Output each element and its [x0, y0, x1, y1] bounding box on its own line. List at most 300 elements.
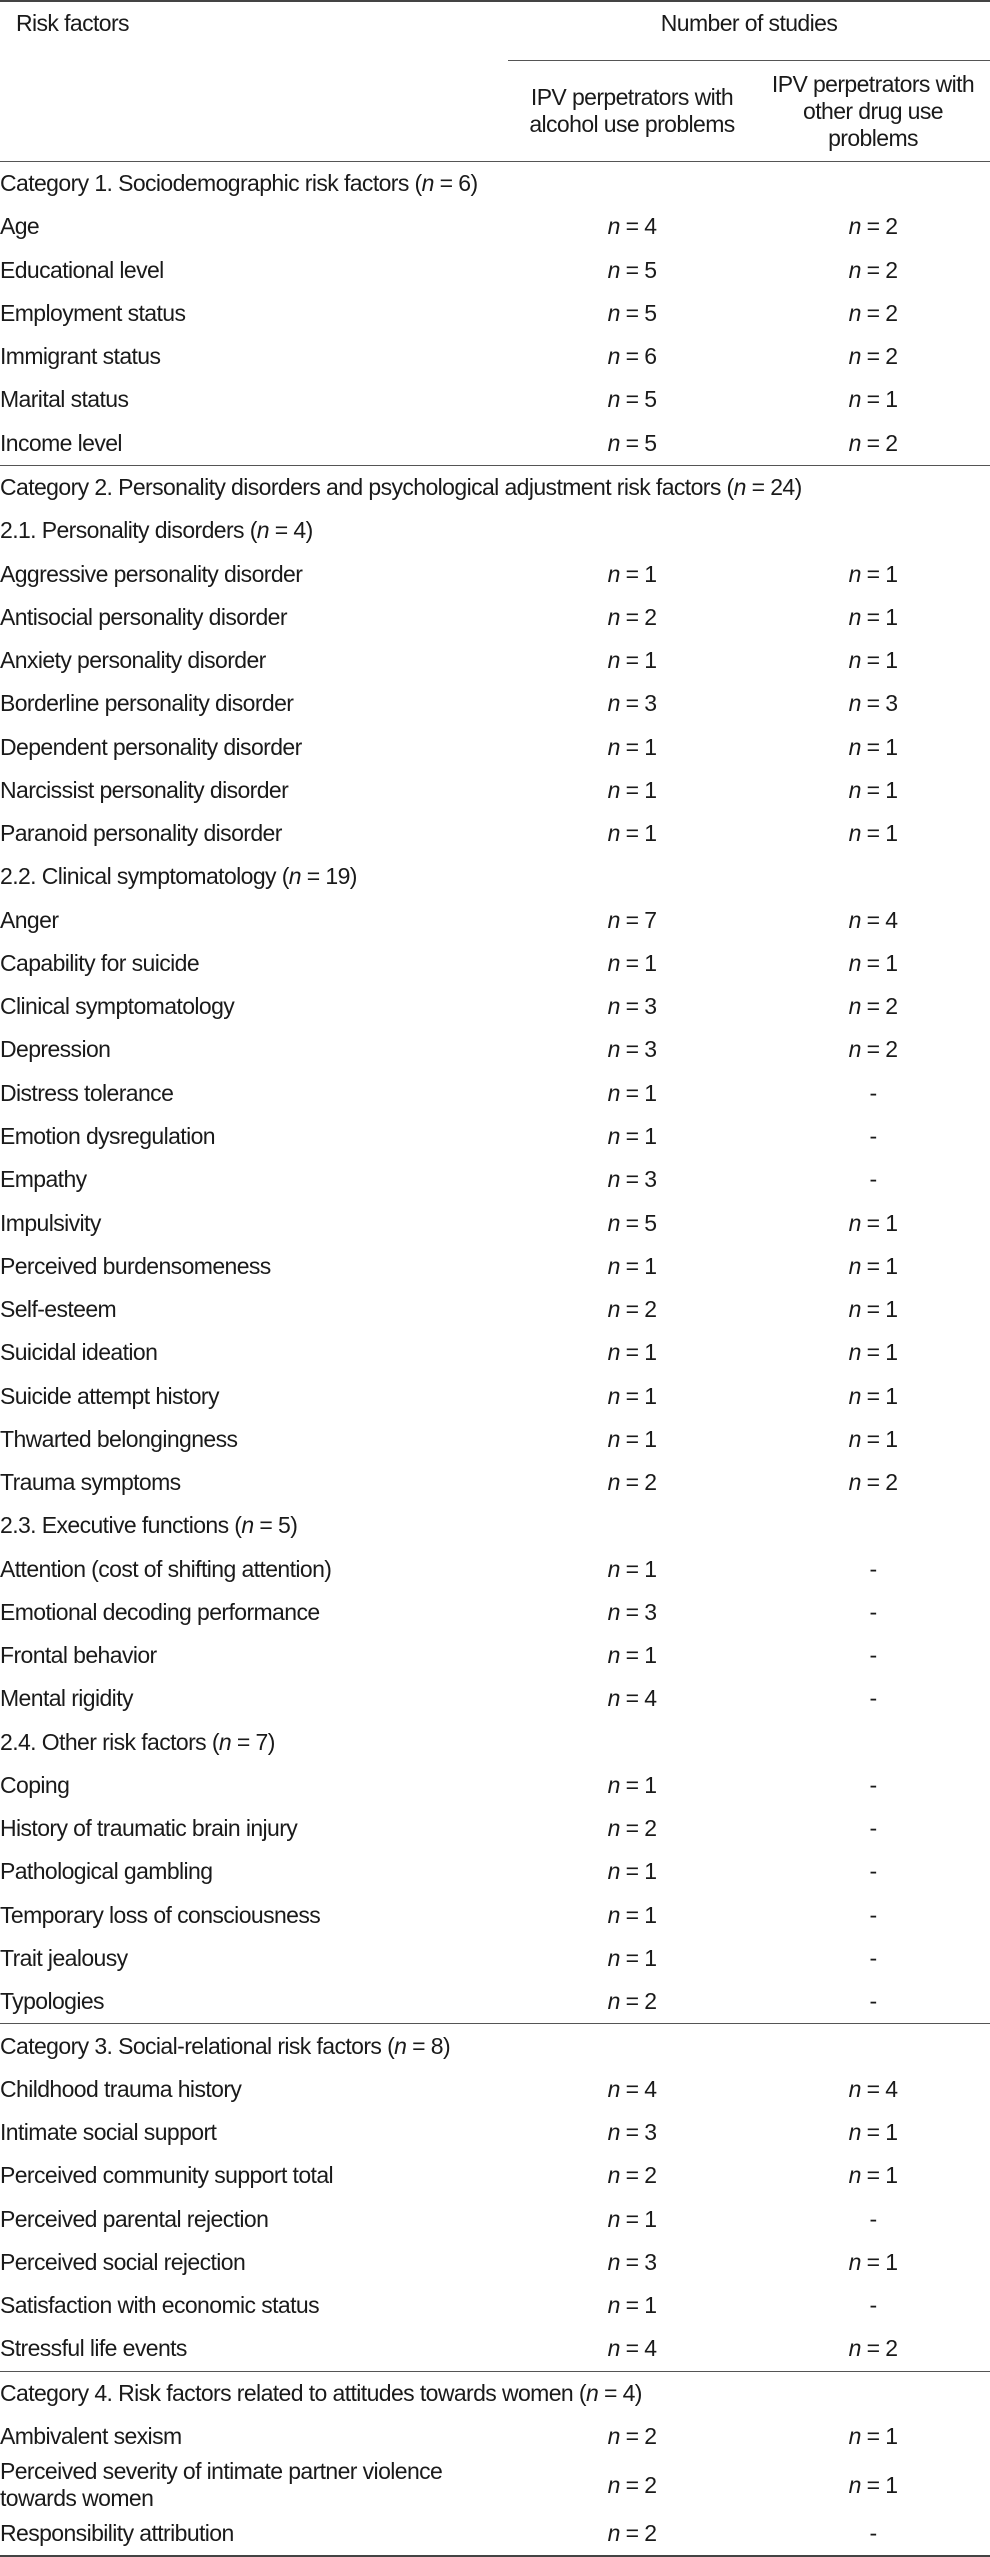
n-symbol: n — [848, 213, 861, 240]
drug-count-cell — [756, 1937, 990, 1980]
table-row — [0, 2241, 990, 2284]
risk-factor-name: Empathy — [0, 1166, 87, 1193]
study-count: = 1 — [619, 1122, 657, 1149]
n-symbol: n — [607, 1252, 620, 1279]
alcohol-count-cell — [508, 769, 756, 812]
study-count: = 4 — [619, 2075, 657, 2102]
category-row — [0, 465, 990, 509]
n-symbol: n — [607, 733, 620, 760]
n-symbol: n — [848, 386, 861, 413]
alcohol-count-cell — [508, 1245, 756, 1288]
table-row — [0, 1288, 990, 1331]
n-symbol: n — [607, 820, 620, 847]
drug-count-cell — [756, 552, 990, 595]
risk-factor-name: Distress tolerance — [0, 1079, 174, 1106]
table-row — [0, 2154, 990, 2197]
n-symbol: n — [848, 1036, 861, 1063]
study-count: = 2 — [619, 2422, 657, 2449]
risk-factor-name: Perceived parental rejection — [0, 2205, 269, 2232]
alcohol-count-cell — [508, 292, 756, 335]
n-symbol: n — [848, 2162, 861, 2189]
drug-count-cell — [756, 422, 990, 466]
alcohol-count-cell — [508, 1850, 756, 1893]
risk-factor-name: Pathological gambling — [0, 1858, 213, 1885]
risk-factor-name: Narcissist personality disorder — [0, 776, 289, 803]
empty-dash: - — [869, 1079, 877, 1106]
category-label — [0, 162, 990, 206]
study-count: = 1 — [860, 2162, 898, 2189]
drug-count-cell — [756, 1418, 990, 1461]
table-row — [0, 1245, 990, 1288]
table-row — [0, 1850, 990, 1893]
empty-dash: - — [869, 2205, 877, 2232]
study-count: = 1 — [619, 1771, 657, 1798]
table-row — [0, 2284, 990, 2327]
drug-count-cell — [756, 1245, 990, 1288]
empty-dash: - — [869, 1901, 877, 1928]
table-row — [0, 2512, 990, 2556]
n-symbol: n — [848, 299, 861, 326]
table-row — [0, 1591, 990, 1634]
empty-dash: - — [869, 1122, 877, 1149]
table-row — [0, 812, 990, 855]
table-row — [0, 552, 990, 595]
alcohol-count-cell — [508, 1288, 756, 1331]
alcohol-count-cell — [508, 1201, 756, 1244]
study-count: = 3 — [619, 1036, 657, 1063]
n-symbol: n — [607, 2205, 620, 2232]
risk-factor-name: Capability for suicide — [0, 949, 200, 976]
drug-count-cell — [756, 1288, 990, 1331]
study-count: = 1 — [619, 1339, 657, 1366]
alcohol-count-cell — [508, 2111, 756, 2154]
subcategory-row — [0, 855, 990, 898]
n-symbol: n — [607, 213, 620, 240]
study-count: = 2 — [860, 213, 898, 240]
drug-count-cell — [756, 942, 990, 985]
table-row — [0, 2327, 990, 2371]
group-label-text: Category 1. Sociodemographic risk factors ( — [0, 170, 422, 197]
closing-paren: ) — [305, 517, 313, 544]
subcategory-row — [0, 1721, 990, 1764]
alcohol-column-header: IPV perpetrators with alcohol use problems — [529, 84, 735, 137]
risk-factor-name: Aggressive personality disorder — [0, 560, 303, 587]
n-symbol: n — [607, 1079, 620, 1106]
table-row — [0, 942, 990, 985]
n-symbol: n — [607, 776, 620, 803]
n-symbol: n — [607, 603, 620, 630]
study-count: = 1 — [619, 776, 657, 803]
table-row — [0, 2068, 990, 2111]
table-row — [0, 725, 990, 768]
drug-count-cell — [756, 1807, 990, 1850]
risk-factor-name: Childhood trauma history — [0, 2075, 242, 2102]
table-row — [0, 2197, 990, 2240]
n-symbol: n — [218, 1728, 232, 1755]
drug-count-cell — [756, 249, 990, 292]
alcohol-count-cell — [508, 1807, 756, 1850]
risk-factor-name: Antisocial personality disorder — [0, 603, 287, 630]
study-count: = 5 — [619, 256, 657, 283]
table-row — [0, 1158, 990, 1201]
n-symbol: n — [607, 1685, 620, 1712]
table-row — [0, 1331, 990, 1374]
study-count: = 1 — [860, 603, 898, 630]
alcohol-count-cell — [508, 2197, 756, 2240]
study-count: = 2 — [860, 2335, 898, 2362]
study-count: = 1 — [619, 2292, 657, 2319]
study-count: = 5 — [619, 386, 657, 413]
alcohol-count-cell — [508, 552, 756, 595]
empty-dash: - — [869, 1598, 877, 1625]
n-symbol: n — [607, 1425, 620, 1452]
subcategory-label — [0, 1504, 990, 1547]
risk-factor-name: Frontal behavior — [0, 1642, 157, 1669]
table-row — [0, 2415, 990, 2458]
n-symbol: n — [848, 647, 861, 674]
group-label-text: 2.3. Executive functions ( — [0, 1512, 242, 1539]
drug-count-cell — [756, 2415, 990, 2458]
n-symbol: n — [607, 690, 620, 717]
closing-paren: ) — [267, 1728, 275, 1755]
n-symbol: n — [607, 2520, 620, 2547]
study-count: = 2 — [619, 1296, 657, 1323]
category-row — [0, 2371, 990, 2415]
alcohol-count-cell — [508, 1331, 756, 1374]
empty-dash: - — [869, 1685, 877, 1712]
n-symbol: n — [607, 2075, 620, 2102]
study-count: = 1 — [619, 1252, 657, 1279]
study-count: = 2 — [860, 343, 898, 370]
study-count: = 6 — [619, 343, 657, 370]
header-spacer — [0, 61, 508, 162]
risk-factor-name: Satisfaction with economic status — [0, 2292, 319, 2319]
risk-factor-name: Borderline personality disorder — [0, 690, 294, 717]
risk-factor-name: Anger — [0, 906, 59, 933]
study-count: = 1 — [860, 1425, 898, 1452]
drug-count-cell — [756, 2111, 990, 2154]
n-symbol: n — [607, 2471, 620, 2498]
table-row — [0, 1374, 990, 1417]
risk-factor-name: Dependent personality disorder — [0, 733, 302, 760]
risk-factor-name: Impulsivity — [0, 1209, 101, 1236]
study-count: = 1 — [860, 1252, 898, 1279]
group-count: = 6 — [433, 170, 471, 197]
closing-paren: ) — [349, 863, 357, 890]
alcohol-count-cell — [508, 1764, 756, 1807]
risk-factor-name: Intimate social support — [0, 2119, 217, 2146]
study-count: = 2 — [860, 256, 898, 283]
table-row — [0, 2111, 990, 2154]
alcohol-count-cell — [508, 2241, 756, 2284]
n-symbol: n — [241, 1512, 254, 1539]
risk-factor-name: Trait jealousy — [0, 1945, 128, 1972]
study-count: = 1 — [860, 1382, 898, 1409]
alcohol-count-cell — [508, 2458, 756, 2512]
study-count: = 4 — [860, 2075, 898, 2102]
study-count: = 5 — [619, 429, 657, 456]
study-count: = 1 — [619, 949, 657, 976]
risk-factor-name: Perceived severity of intimate partner violence towards women — [0, 2458, 443, 2512]
study-count: = 1 — [619, 647, 657, 674]
study-count: = 1 — [619, 1642, 657, 1669]
empty-dash: - — [869, 1945, 877, 1972]
category-label — [0, 465, 990, 509]
risk-factor-name: Employment status — [0, 299, 186, 326]
study-count: = 2 — [619, 2162, 657, 2189]
alcohol-count-cell — [508, 2154, 756, 2197]
alcohol-count-cell — [508, 1158, 756, 1201]
drug-count-cell — [756, 378, 990, 421]
drug-count-cell — [756, 1548, 990, 1591]
risk-factor-name: Thwarted belongingness — [0, 1425, 238, 1452]
alcohol-count-cell — [508, 682, 756, 725]
n-symbol: n — [848, 1382, 861, 1409]
n-symbol: n — [607, 1166, 620, 1193]
group-count: = 19 — [301, 863, 350, 890]
study-count: = 1 — [860, 560, 898, 587]
study-count: = 5 — [619, 1209, 657, 1236]
risk-factors-header: Risk factors — [16, 10, 129, 36]
n-symbol: n — [288, 863, 301, 890]
n-symbol: n — [607, 1598, 620, 1625]
study-count: = 3 — [860, 690, 898, 717]
study-count: = 7 — [619, 906, 657, 933]
table-row — [0, 1418, 990, 1461]
study-count: = 1 — [619, 820, 657, 847]
table-row — [0, 1807, 990, 1850]
empty-dash: - — [869, 1988, 877, 2015]
n-symbol: n — [607, 1036, 620, 1063]
risk-factor-name: Emotional decoding performance — [0, 1598, 320, 1625]
risk-factor-name: Clinical symptomatology — [0, 993, 235, 1020]
n-symbol: n — [607, 2248, 620, 2275]
drug-count-cell — [756, 1634, 990, 1677]
table-row — [0, 1072, 990, 1115]
n-symbol: n — [848, 2075, 861, 2102]
drug-count-cell — [756, 1461, 990, 1504]
risk-factor-name: Depression — [0, 1036, 111, 1063]
table-row — [0, 335, 990, 378]
category-row — [0, 2024, 990, 2068]
drug-count-cell — [756, 1201, 990, 1244]
alcohol-count-cell — [508, 1591, 756, 1634]
empty-dash: - — [869, 1642, 877, 1669]
n-symbol: n — [607, 1642, 620, 1669]
study-count: = 1 — [619, 560, 657, 587]
study-count: = 4 — [619, 1685, 657, 1712]
group-label-text: 2.2. Clinical symptomatology ( — [0, 863, 289, 890]
group-count: = 7 — [231, 1728, 268, 1755]
study-count: = 1 — [860, 647, 898, 674]
n-symbol: n — [607, 949, 620, 976]
category-row — [0, 162, 990, 206]
n-symbol: n — [848, 949, 861, 976]
alcohol-count-cell — [508, 2415, 756, 2458]
drug-count-cell — [756, 1894, 990, 1937]
table-row — [0, 1764, 990, 1807]
alcohol-count-cell — [508, 985, 756, 1028]
table-row — [0, 1461, 990, 1504]
subcategory-label — [0, 855, 990, 898]
drug-count-cell — [756, 2458, 990, 2512]
category-label — [0, 2024, 990, 2068]
n-symbol: n — [848, 2248, 861, 2275]
study-count: = 1 — [619, 1901, 657, 1928]
risk-factor-name: Marital status — [0, 386, 129, 413]
closing-paren: ) — [290, 1512, 298, 1539]
n-symbol: n — [607, 2292, 620, 2319]
drug-count-cell — [756, 596, 990, 639]
study-count: = 2 — [619, 603, 657, 630]
group-count: = 4 — [268, 517, 306, 544]
risk-factor-name: Educational level — [0, 256, 164, 283]
study-count: = 1 — [619, 1555, 657, 1582]
drug-count-cell — [756, 1374, 990, 1417]
risk-factor-name: Suicidal ideation — [0, 1339, 158, 1366]
table-row — [0, 899, 990, 942]
drug-count-cell — [756, 2154, 990, 2197]
group-label-text: 2.4. Other risk factors ( — [0, 1728, 219, 1755]
study-count: = 2 — [619, 1988, 657, 2015]
empty-dash: - — [869, 1771, 877, 1798]
alcohol-count-cell — [508, 422, 756, 466]
table-row — [0, 2458, 990, 2512]
alcohol-count-cell — [508, 1418, 756, 1461]
empty-dash: - — [869, 1555, 877, 1582]
study-count: = 1 — [619, 733, 657, 760]
n-symbol: n — [848, 343, 861, 370]
empty-dash: - — [869, 1166, 877, 1193]
group-count: = 24 — [745, 473, 795, 500]
risk-factor-name: Income level — [0, 429, 122, 456]
n-symbol: n — [421, 170, 434, 197]
study-count: = 5 — [619, 299, 657, 326]
risk-factor-name: Self-esteem — [0, 1296, 117, 1323]
risk-factor-name: Perceived community support total — [0, 2162, 334, 2189]
n-symbol: n — [607, 1901, 620, 1928]
n-symbol: n — [607, 1209, 620, 1236]
closing-paren: ) — [634, 2379, 642, 2406]
drug-count-cell — [756, 2512, 990, 2556]
table-row — [0, 1028, 990, 1071]
table-header — [0, 1, 990, 162]
risk-factor-name: Anxiety personality disorder — [0, 647, 266, 674]
group-count: = 5 — [253, 1512, 291, 1539]
risk-factor-name: Coping — [0, 1771, 70, 1798]
risk-factor-name: Stressful life events — [0, 2335, 187, 2362]
group-count: = 8 — [406, 2032, 443, 2059]
drug-count-cell — [756, 899, 990, 942]
subcategory-label — [0, 1721, 990, 1764]
n-symbol: n — [848, 1339, 861, 1366]
n-symbol: n — [607, 1858, 620, 1885]
drug-count-cell — [756, 1158, 990, 1201]
n-symbol: n — [733, 473, 746, 500]
study-count: = 1 — [619, 1382, 657, 1409]
n-symbol: n — [607, 647, 620, 674]
alcohol-count-cell — [508, 1894, 756, 1937]
alcohol-count-cell — [508, 2284, 756, 2327]
drug-count-cell — [756, 2197, 990, 2240]
group-label-text: Category 4. Risk factors related to attitudes towards women ( — [0, 2379, 586, 2406]
alcohol-count-cell — [508, 1028, 756, 1071]
drug-count-cell — [756, 2284, 990, 2327]
study-count: = 1 — [860, 2248, 898, 2275]
risk-factor-name: Ambivalent sexism — [0, 2422, 182, 2449]
study-count: = 1 — [860, 386, 898, 413]
n-symbol: n — [585, 2379, 599, 2406]
study-count: = 1 — [860, 1209, 898, 1236]
alcohol-count-cell — [508, 249, 756, 292]
empty-dash: - — [869, 1815, 877, 1842]
study-count: = 1 — [619, 1079, 657, 1106]
drug-count-cell — [756, 639, 990, 682]
n-symbol: n — [607, 343, 620, 370]
n-symbol: n — [394, 2032, 407, 2059]
risk-factor-name: Mental rigidity — [0, 1685, 133, 1712]
study-count: = 2 — [860, 429, 898, 456]
alcohol-count-cell — [508, 1461, 756, 1504]
drug-count-cell — [756, 1850, 990, 1893]
study-count: = 3 — [619, 1598, 657, 1625]
risk-factor-name: Attention (cost of shifting attention) — [0, 1555, 332, 1582]
alcohol-count-cell — [508, 2327, 756, 2371]
study-count: = 1 — [860, 1339, 898, 1366]
study-count: = 3 — [619, 2248, 657, 2275]
empty-dash: - — [869, 2520, 877, 2547]
alcohol-count-cell — [508, 2512, 756, 2556]
risk-factor-name: Perceived social rejection — [0, 2248, 246, 2275]
drug-count-cell — [756, 725, 990, 768]
risk-factor-name: Immigrant status — [0, 343, 161, 370]
study-count: = 1 — [860, 820, 898, 847]
study-count: = 1 — [860, 733, 898, 760]
n-symbol: n — [607, 1469, 620, 1496]
alcohol-count-cell — [508, 2068, 756, 2111]
study-count: = 1 — [619, 1858, 657, 1885]
n-symbol: n — [848, 1252, 861, 1279]
study-count: = 4 — [619, 2335, 657, 2362]
n-symbol: n — [848, 1425, 861, 1452]
drug-count-cell — [756, 769, 990, 812]
n-symbol: n — [256, 517, 269, 544]
study-count: = 1 — [860, 2422, 898, 2449]
n-symbol: n — [607, 386, 620, 413]
study-count: = 2 — [860, 299, 898, 326]
study-count: = 1 — [619, 1945, 657, 1972]
study-count: = 1 — [860, 949, 898, 976]
n-symbol: n — [848, 733, 861, 760]
closing-paren: ) — [794, 473, 802, 500]
table-row — [0, 1201, 990, 1244]
n-symbol: n — [848, 256, 861, 283]
table-row — [0, 1548, 990, 1591]
risk-factor-name: Perceived burdensomeness — [0, 1252, 271, 1279]
n-symbol: n — [607, 1122, 620, 1149]
study-count: = 1 — [619, 2205, 657, 2232]
table-row — [0, 769, 990, 812]
study-count: = 3 — [619, 993, 657, 1020]
study-count: = 1 — [860, 2119, 898, 2146]
alcohol-count-cell — [508, 335, 756, 378]
closing-paren: ) — [442, 2032, 451, 2059]
n-symbol: n — [607, 2422, 620, 2449]
table-row — [0, 985, 990, 1028]
n-symbol: n — [848, 820, 861, 847]
study-count: = 1 — [860, 2471, 898, 2498]
n-symbol: n — [607, 1339, 620, 1366]
